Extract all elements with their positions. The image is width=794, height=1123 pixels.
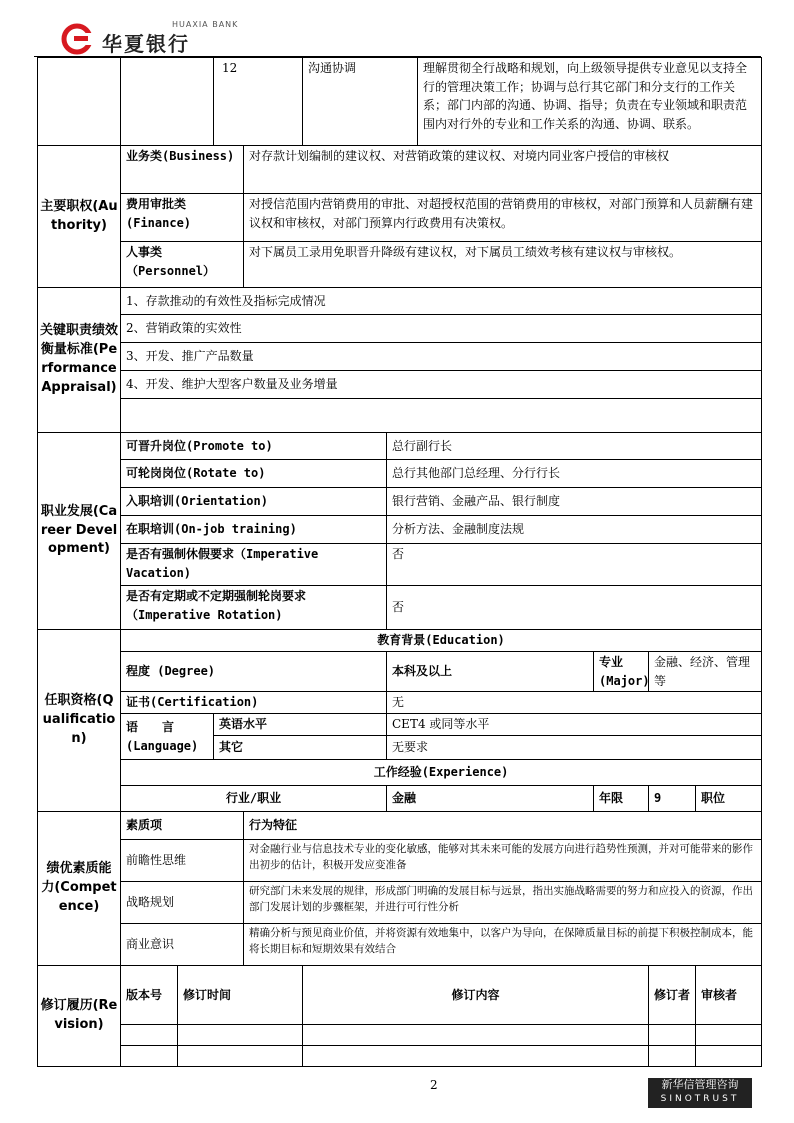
other-value: 无要求 bbox=[387, 736, 762, 760]
logo-chinese: 华夏银行 bbox=[102, 32, 190, 56]
industry-value: 金融 bbox=[387, 786, 594, 812]
authority-desc: 对存款计划编制的建议权、对营销政策的建议权、对境内同业客户授信的审核权 bbox=[244, 146, 762, 194]
degree-label: 程度 (Degree) bbox=[121, 652, 387, 692]
authority-row bbox=[38, 242, 762, 288]
career-row bbox=[38, 460, 762, 488]
authority-row bbox=[38, 194, 762, 242]
performance-item: 2、营销政策的实效性 bbox=[121, 315, 762, 343]
competence-head-feature: 行为特征 bbox=[244, 812, 762, 840]
experience-heading: 工作经验(Experience) bbox=[121, 760, 762, 786]
competence-desc: 研究部门未来发展的规律，形成部门明确的发展目标与远景，指出实施战略需要的努力和应投入的资源，作出部门发展计划的步骤框架，并进行可行性分析 bbox=[244, 882, 762, 924]
major-label: 专业(Major) bbox=[594, 652, 649, 692]
authority-desc: 对授信范围内营销费用的审批、对超授权范围的营销费用的审核权，对部门预算和人员薪酬有建议权和审核权，对部门预算内行政费用有决策权。 bbox=[244, 194, 762, 242]
revision-row bbox=[38, 1045, 762, 1066]
performance-row bbox=[38, 399, 762, 433]
performance-row bbox=[38, 371, 762, 399]
education-heading: 教育背景(Education) bbox=[121, 630, 762, 652]
revision-head-reviewer: 审核者 bbox=[696, 966, 762, 1025]
revision-head-time: 修订时间 bbox=[178, 966, 303, 1025]
career-value: 否 bbox=[387, 586, 762, 630]
authority-label: 费用审批类(Finance) bbox=[121, 194, 244, 242]
duty-item: 沟通协调 bbox=[303, 58, 418, 146]
competence-desc: 对金融行业与信息技术专业的变化敏感，能够对其未来可能的发展方向进行趋势性预测，并对可能带来的影作出初步的估计，积极开发应变准备 bbox=[244, 840, 762, 882]
career-row bbox=[38, 544, 762, 586]
certification-value: 无 bbox=[387, 692, 762, 714]
authority-label: 人事类（Personnel） bbox=[121, 242, 244, 288]
performance-row bbox=[38, 343, 762, 371]
revision-head-row bbox=[38, 966, 762, 1025]
degree-value: 本科及以上 bbox=[387, 652, 594, 692]
career-row bbox=[38, 586, 762, 630]
competence-title: 绩优素质能 力(Competence) bbox=[38, 812, 121, 966]
language-label: 语 言(Language) bbox=[121, 714, 214, 760]
career-label: 是否有定期或不定期强制轮岗要求（Imperative Rotation) bbox=[121, 586, 387, 630]
job-description-table bbox=[37, 57, 762, 1067]
competence-row bbox=[38, 882, 762, 924]
qualification-row bbox=[38, 630, 762, 652]
career-value: 总行其他部门总经理、分行行长 bbox=[387, 460, 762, 488]
performance-item: 3、开发、推广产品数量 bbox=[121, 343, 762, 371]
performance-row bbox=[38, 288, 762, 315]
bank-logo-icon bbox=[62, 24, 96, 54]
performance-item bbox=[121, 399, 762, 433]
competence-item: 商业意识 bbox=[121, 924, 244, 966]
authority-row bbox=[38, 146, 762, 194]
authority-desc: 对下属员工录用免职晋升降级有建议权，对下属员工绩效考核有建议权与审核权。 bbox=[244, 242, 762, 288]
competence-item: 前瞻性思维 bbox=[121, 840, 244, 882]
career-row bbox=[38, 488, 762, 516]
qualification-title: 任职资格(Qualification) bbox=[38, 630, 121, 812]
career-label: 入职培训(Orientation) bbox=[121, 488, 387, 516]
competence-row bbox=[38, 840, 762, 882]
industry-label: 行业/职业 bbox=[121, 786, 387, 812]
duty-description: 理解贯彻全行战略和规划，向上级领导提供专业意见以支持全行的管理决策工作；协调与总行其它部门和分支行的工作关系；部门内部的沟通、协调、指导；负责在专业领域和职责范围内对行外的专业和工作关系的沟通、协调、联系。 bbox=[418, 58, 762, 146]
years-value: 9 bbox=[649, 786, 696, 812]
english-value: CET4 或同等水平 bbox=[387, 714, 762, 736]
career-row bbox=[38, 516, 762, 544]
revision-head-version: 版本号 bbox=[121, 966, 178, 1025]
career-label: 可晋升岗位(Promote to) bbox=[121, 433, 387, 460]
other-label: 其它 bbox=[214, 736, 387, 760]
competence-head-row bbox=[38, 812, 762, 840]
consultancy-stamp bbox=[648, 1078, 752, 1108]
revision-head-content: 修订内容 bbox=[303, 966, 649, 1025]
performance-row bbox=[38, 315, 762, 343]
career-label: 是否有强制休假要求（Imperative Vacation) bbox=[121, 544, 387, 586]
duty-row-communication bbox=[38, 58, 762, 146]
career-value: 总行副行长 bbox=[387, 433, 762, 460]
authority-label: 业务类(Business) bbox=[121, 146, 244, 194]
major-value: 金融、经济、管理等 bbox=[649, 652, 762, 692]
duty-number: 12 bbox=[214, 58, 303, 146]
logo-english: HUAXIA BANK bbox=[172, 20, 239, 29]
page-number: 2 bbox=[430, 1078, 438, 1092]
position-label: 职位 bbox=[696, 786, 762, 812]
stamp-english: SINOTRUST bbox=[660, 1094, 740, 1104]
degree-row bbox=[38, 652, 762, 692]
certification-label: 证书(Certification) bbox=[121, 692, 387, 714]
revision-head-reviser: 修订者 bbox=[649, 966, 696, 1025]
career-value: 否 bbox=[387, 544, 762, 586]
english-row bbox=[38, 714, 762, 736]
career-row bbox=[38, 433, 762, 460]
performance-item: 1、存款推动的有效性及指标完成情况 bbox=[121, 288, 762, 315]
english-label: 英语水平 bbox=[214, 714, 387, 736]
stamp-chinese: 新华信管理咨询 bbox=[661, 1078, 739, 1091]
competence-head-item: 素质项 bbox=[121, 812, 244, 840]
revision-title: 修订履历(Revision) bbox=[38, 966, 121, 1067]
performance-title: 关键职责绩效衡量标准(Performance Appraisal) bbox=[38, 288, 121, 433]
years-label: 年限 bbox=[594, 786, 649, 812]
revision-row bbox=[38, 1024, 762, 1045]
career-value: 银行营销、金融产品、银行制度 bbox=[387, 488, 762, 516]
competence-row bbox=[38, 924, 762, 966]
career-label: 可轮岗岗位(Rotate to) bbox=[121, 460, 387, 488]
career-value: 分析方法、金融制度法规 bbox=[387, 516, 762, 544]
performance-item: 4、开发、维护大型客户数量及业务增量 bbox=[121, 371, 762, 399]
competence-desc: 精确分析与预见商业价值，并将资源有效地集中，以客户为导向，在保障质量目标的前提下积极控制成本，能将长期目标和短期效果有效结合 bbox=[244, 924, 762, 966]
authority-title: 主要职权(Authority) bbox=[38, 146, 121, 288]
experience-heading-row bbox=[38, 760, 762, 786]
experience-row bbox=[38, 786, 762, 812]
career-title: 职业发展(Career Development) bbox=[38, 433, 121, 630]
certification-row bbox=[38, 692, 762, 714]
career-label: 在职培训(On-job training) bbox=[121, 516, 387, 544]
competence-item: 战略规划 bbox=[121, 882, 244, 924]
